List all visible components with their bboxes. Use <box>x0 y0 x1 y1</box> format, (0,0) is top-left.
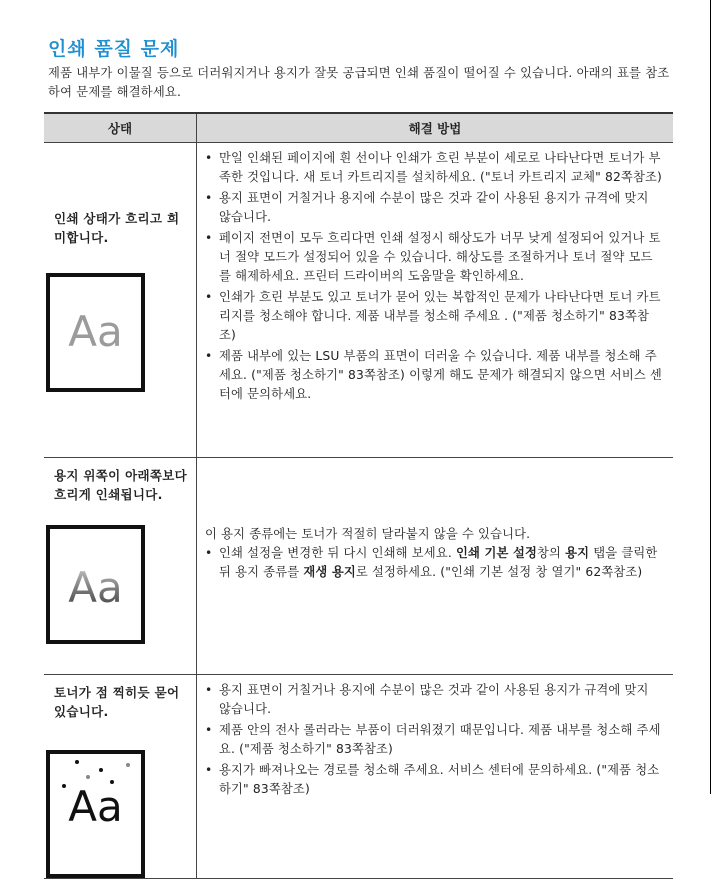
condition-cell <box>44 458 197 675</box>
solution-list <box>205 681 663 799</box>
section-title: 인쇄 품질 문제 <box>48 38 180 60</box>
condition-label: 인쇄 상태가 흐리고 희미합니다. <box>54 211 180 245</box>
solution-intro: 이 용지 종류에는 토너가 적절히 달라붙지 않을 수 있습니다. <box>205 527 531 541</box>
table-row <box>44 143 673 458</box>
solution-item: • 제품 내부에 있는 LSU 부품의 표면이 더러울 수 있습니다. 제품 내부를 청소해 주세요. ("제품 청소하기" 83쪽참조) 이렇게 해도 문제가 해결되지 않으면 서비스 센터에 문의하세요. <box>205 347 663 404</box>
toner-specks-sample-image <box>46 750 145 878</box>
sample-text: Aa <box>68 307 123 356</box>
paper-tab-label: 용지 <box>565 546 590 560</box>
top-faded-print-sample-image <box>46 525 145 644</box>
header-condition: 상태 <box>44 113 197 143</box>
sample-text: Aa <box>68 782 123 831</box>
section-intro: 제품 내부가 이물질 등으로 더러워지거나 용지가 잘못 공급되면 인쇄 품질이 떨어질 수 있습니다. 아래의 표를 참조하여 문제를 해결하세요. <box>48 66 670 99</box>
troubleshooting-table <box>44 112 673 879</box>
solution-list <box>205 544 663 582</box>
solution-item: • 용지가 빠져나오는 경로를 청소해 주세요. 서비스 센터에 문의하세요. ("제품 청소하기" 83쪽참조) <box>205 761 663 799</box>
print-preferences-label: 인쇄 기본 설정 <box>455 546 538 560</box>
solution-cell <box>197 458 674 675</box>
solution-item: • 만일 인쇄된 페이지에 흰 선이나 인쇄가 흐린 부분이 세로로 나타난다면 토너가 부족한 것입니다. 새 토너 카트리지를 설치하세요. ("토너 카트리지 교체" 82쪽참조) <box>205 149 663 187</box>
table-row <box>44 458 673 675</box>
table-row <box>44 675 673 879</box>
solution-item: • 페이지 전면이 모두 흐리다면 인쇄 설정시 해상도가 너무 낮게 설정되어 있거나 토너 절약 모드가 설정되어 있을 수 있습니다. 해상도를 조절하거나 토너 절약 모드를 해제하세요. 프린터 드라이버의 도움말을 확인하세요. <box>205 229 663 286</box>
solution-item: • 제품 안의 전사 롤러라는 부품이 더러워졌기 때문입니다. 제품 내부를 청소해 주세요. ("제품 청소하기" 83쪽참조) <box>205 721 663 759</box>
solution-list <box>205 149 663 404</box>
solution-item: • 용지 표면이 거칠거나 용지에 수분이 많은 것과 같이 사용된 용지가 규격에 맞지 않습니다. <box>205 681 663 719</box>
table-header-row <box>44 113 673 143</box>
faded-print-sample-image <box>46 273 145 392</box>
sample-text: Aa <box>50 563 141 612</box>
condition-label: 용지 위쪽이 아래쪽보다 흐리게 인쇄됩니다. <box>54 468 188 502</box>
solution-cell <box>197 143 674 458</box>
solution-item: • 용지 표면이 거칠거나 용지에 수분이 많은 것과 같이 사용된 용지가 규격에 맞지 않습니다. <box>205 189 663 227</box>
solution-item: • 인쇄가 흐린 부분도 있고 토너가 묻어 있는 복합적인 문제가 나타난다면 토너 카트리지를 청소해야 합니다. 제품 내부를 청소해 주세요 . ("제품 청소하기" 83쪽참조) <box>205 288 663 345</box>
condition-cell <box>44 675 197 879</box>
header-solution: 해결 방법 <box>197 113 674 143</box>
condition-label: 토너가 점 찍히듯 묻어 있습니다. <box>54 685 180 719</box>
solution-cell <box>197 675 674 879</box>
condition-cell <box>44 143 197 458</box>
recycled-paper-label: 재생 용지 <box>303 565 356 579</box>
solution-item: • 인쇄 설정을 변경한 뒤 다시 인쇄해 보세요. 인쇄 기본 설정창의 용지 탭을 클릭한 뒤 용지 종류를 재생 용지로 설정하세요. ("인쇄 기본 설정 창 열기" 62쪽참조) <box>205 544 663 582</box>
